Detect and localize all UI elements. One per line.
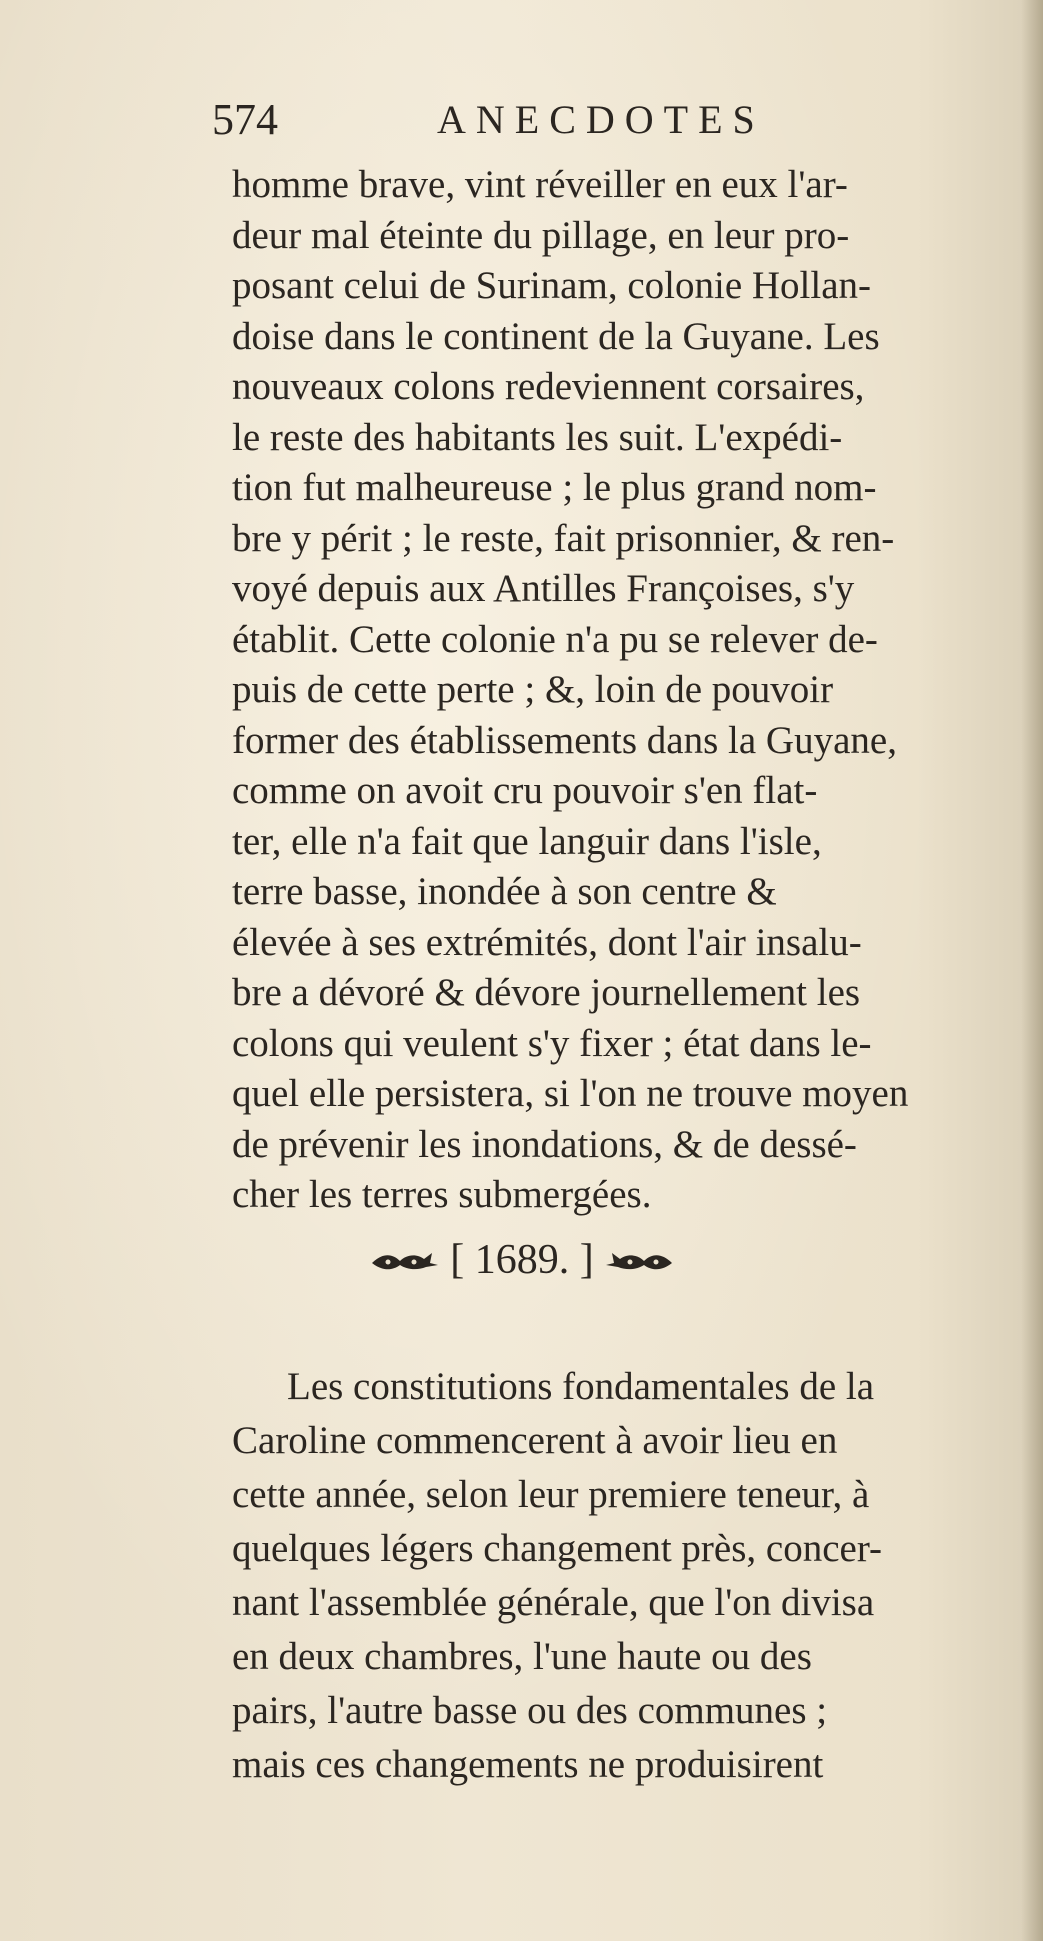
year-label: [ 1689. ] bbox=[450, 1237, 594, 1283]
text-line: le reste des habitants les suit. L'expédi- bbox=[232, 415, 843, 459]
page-header bbox=[212, 90, 912, 150]
text-line: homme brave, vint réveiller en eux l'ar- bbox=[232, 163, 848, 206]
text-line: posant celui de Surinam, colonie Hollan- bbox=[232, 264, 872, 307]
text-line: doise dans le continent de la Guyane. Les bbox=[232, 314, 880, 358]
text-line: mais ces changements ne produisirent bbox=[232, 1743, 824, 1786]
text-line: Les constitutions fondamentales de la bbox=[287, 1365, 875, 1408]
paragraph-1 bbox=[232, 160, 1032, 1221]
text-line: nouveaux colons redeviennent corsaires, bbox=[232, 365, 865, 408]
text-line: terre basse, inondée à son centre & bbox=[232, 870, 777, 913]
text-line: puis de cette perte ; &, loin de pouvoir bbox=[232, 668, 834, 711]
text-line: comme on avoit cru pouvoir s'en flat- bbox=[232, 769, 818, 812]
text-line: cher les terres submergées. bbox=[232, 1173, 652, 1216]
text-line: colons qui veulent s'y fixer ; état dans le- bbox=[232, 1021, 872, 1065]
text-line: quelques légers changement près, concer- bbox=[232, 1527, 883, 1570]
text-line: cette année, selon leur premiere teneur, à bbox=[232, 1473, 870, 1516]
text-line: voyé depuis aux Antilles Françoises, s'y bbox=[232, 567, 855, 610]
text-line: bre y périt ; le reste, fait prisonnier, & ren- bbox=[232, 516, 895, 560]
paragraph-2 bbox=[232, 1360, 1032, 1792]
text-line: former des établissements dans la Guyane, bbox=[232, 718, 897, 762]
text-line: pairs, l'autre basse ou des communes ; bbox=[232, 1689, 828, 1732]
text-line: en deux chambres, l'une haute ou des bbox=[232, 1635, 812, 1678]
fleuron-right-ornament-icon bbox=[604, 1247, 674, 1273]
running-head: ANECDOTES bbox=[437, 97, 765, 142]
text-line: tion fut malheureuse ; le plus grand nom- bbox=[232, 466, 877, 509]
page-number: 574 bbox=[212, 95, 278, 144]
text-line: de prévenir les inondations, & de dessé- bbox=[232, 1122, 857, 1166]
text-line: ter, elle n'a fait que languir dans l'isle, bbox=[232, 819, 822, 863]
text-line: quel elle persistera, si l'on ne trouve moyen bbox=[232, 1072, 909, 1115]
text-line: deur mal éteinte du pillage, en leur pro- bbox=[232, 213, 850, 257]
year-heading bbox=[232, 1230, 812, 1290]
text-line: nant l'assemblée générale, que l'on divisa bbox=[232, 1581, 875, 1624]
fleuron-left-ornament-icon bbox=[370, 1247, 440, 1273]
text-line: Caroline commencerent à avoir lieu en bbox=[232, 1419, 838, 1462]
text-line: bre a dévoré & dévore journellement les bbox=[232, 971, 861, 1014]
text-line: élevée à ses extrémités, dont l'air insalu- bbox=[232, 920, 862, 964]
text-line: établit. Cette colonie n'a pu se relever de- bbox=[232, 617, 878, 661]
